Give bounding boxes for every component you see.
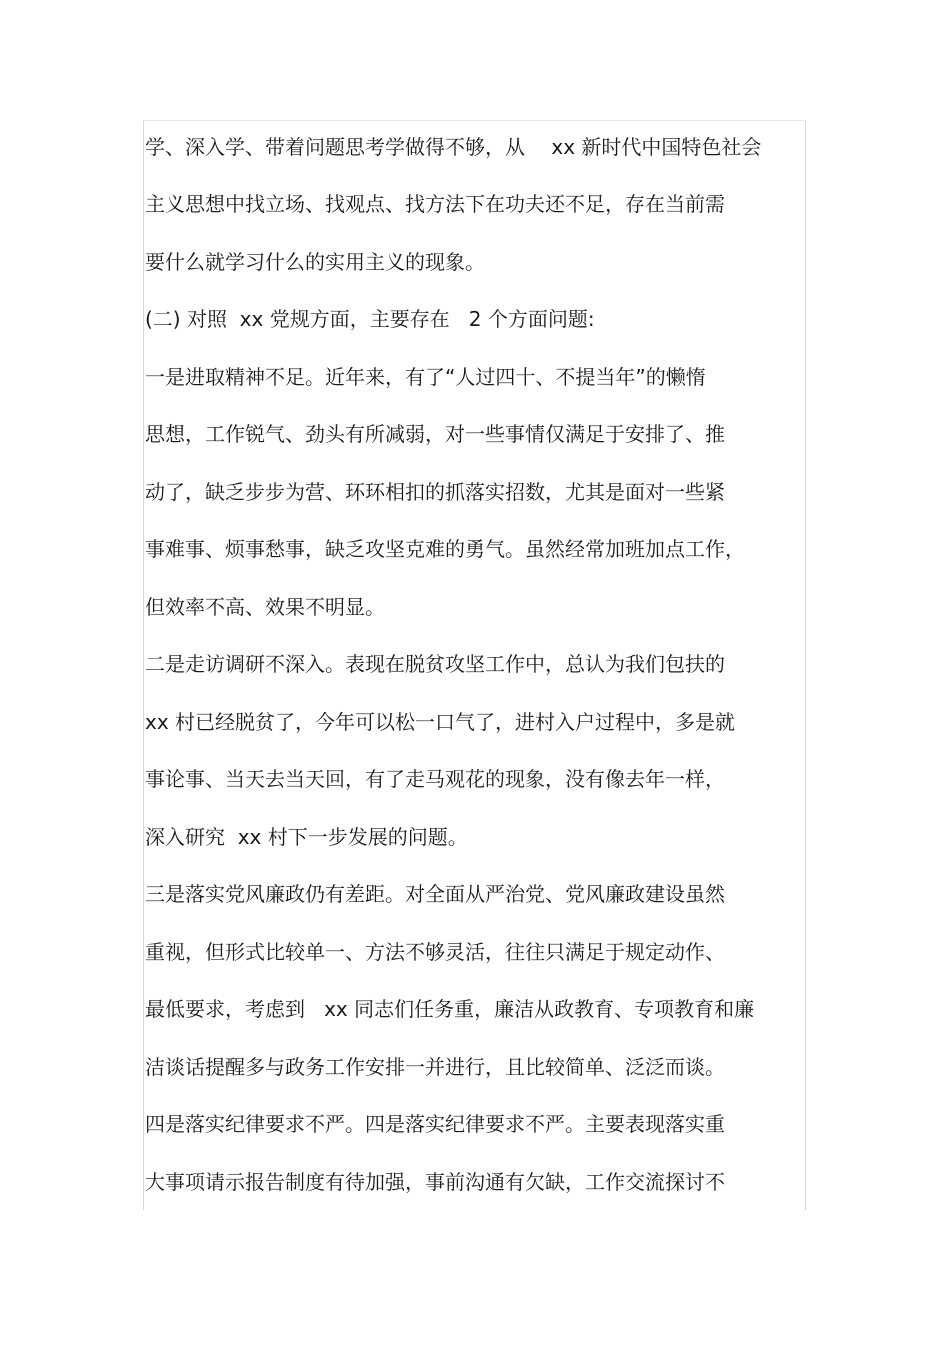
text-line-1: 学、深入学、带着问题思考学做得不够，从 xx 新时代中国特色社会 [145,135,762,159]
text-line-7: 动了，缺乏步步为营、环环相扣的抓落实招数，尤其是面对一些紧 [145,480,725,504]
text-line-9: 但效率不高、效果不明显。 [145,595,385,619]
text-line-6: 思想，工作锐气、劲头有所减弱，对一些事情仅满足于安排了、推 [145,422,725,446]
text-line-18: 四是落实纪律要求不严。四是落实纪律要求不严。主要表现落实重 [145,1112,725,1136]
text-line-17: 洁谈话提醒多与政务工作安排一并进行，且比较简单、泛泛而谈。 [145,1055,725,1079]
text-line-8: 事难事、烦事愁事，缺乏攻坚克难的勇气。虽然经常加班加点工作， [145,537,745,561]
text-line-4: (二) 对照 xx 党规方面，主要存在 2 个方面问题: [145,307,595,331]
text-line-3: 要什么就学习什么的实用主义的现象。 [145,250,485,274]
text-line-10: 二是走访调研不深入。表现在脱贫攻坚工作中，总认为我们包扶的 [145,652,725,676]
text-line-15: 重视，但形式比较单一、方法不够灵活，往往只满足于规定动作、 [145,940,725,964]
text-line-14: 三是落实党风廉政仍有差距。对全面从严治党、党风廉政建设虽然 [145,882,725,906]
text-line-11: xx 村已经脱贫了，今年可以松一口气了，进村入户过程中，多是就 [145,710,736,734]
text-line-12: 事论事、当天去当天回，有了走马观花的现象，没有像去年一样， [145,767,725,791]
text-line-2: 主义思想中找立场、找观点、找方法下在功夫还不足，存在当前需 [145,192,725,216]
text-line-13: 深入研究 xx 村下一步发展的问题。 [145,825,468,849]
text-line-16: 最低要求，考虑到 xx 同志们任务重，廉洁从政教育、专项教育和廉 [145,997,755,1021]
text-line-19: 大事项请示报告制度有待加强，事前沟通有欠缺，工作交流探讨不 [145,1170,725,1194]
text-line-5: 一是进取精神不足。近年来，有了“人过四十、不提当年”的懒惰 [145,365,706,389]
